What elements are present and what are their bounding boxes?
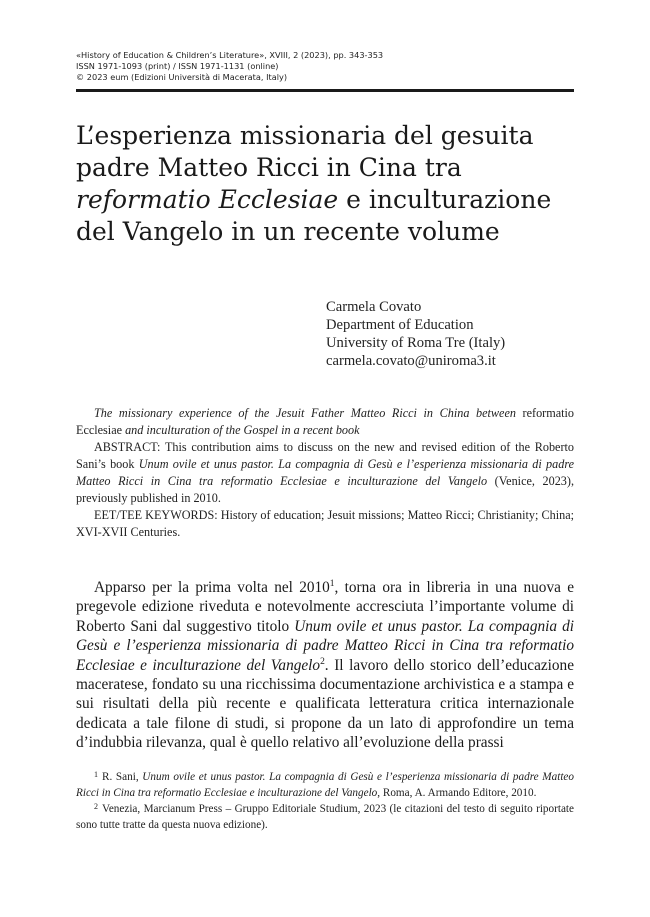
body-book-title: Unum ovile et unus pastor. La compagnia di Gesù e l’esperienza missionaria di padre Matteo Ricci in Cina tra reformatio Ecclesiae e inculturazione del Vangelo <box>76 617 574 674</box>
author-email[interactable]: carmela.covato@uniroma3.it <box>326 353 496 369</box>
body-text-c: . Il lavoro dello storico dell’educazione maceratese, fondato su una ricchissima documentazione archivistica e a stampa e sui risultati della più recente e qualificata letteratura critica internazionale dedicata a tale filone di studi, si propone da un lato di approfondire un tema d’indubbia rilevanza, qual è quello relativo all’evoluzione della prassi <box>76 656 574 752</box>
footnote-1 <box>76 769 574 801</box>
footnotes <box>76 769 574 833</box>
journal-citation: «History of Education & Children’s Literature», XVIII, 2 (2023), pp. 343-353 <box>76 50 384 60</box>
abstract-text <box>76 439 574 507</box>
author-department: Department of Education <box>326 317 474 333</box>
journal-header <box>76 50 576 83</box>
body-text <box>76 578 574 753</box>
keywords: EET/TEE KEYWORDS: History of education; Jesuit missions; Matteo Ricci; Christianity; China; XVI-XVII Centuries. <box>76 508 574 539</box>
issn-line: ISSN 1971-1093 (print) / ISSN 1971-1131 (online) <box>76 61 279 71</box>
abstract-book-title: Unum ovile et unus pastor. La compagnia di Gesù e l’esperienza missionaria di padre Matteo Ricci in Cina tra reformatio Ecclesiae e inculturazione del Vangelo <box>76 457 575 488</box>
abstract-text-start: ABSTRACT: This contribution aims to discuss on the new and revised edition of the Roberto Sani’s book <box>76 440 574 471</box>
body-text-a: Apparso per la prima volta nel 2010 <box>94 579 330 596</box>
header-rule <box>76 89 574 92</box>
copyright-line: © 2023 eum (Edizioni Università di Macerata, Italy) <box>76 72 288 82</box>
footnote-2 <box>76 801 574 833</box>
article-title <box>76 120 586 248</box>
author-university: University of Roma Tre (Italy) <box>326 335 506 351</box>
english-title-roman: reformatio Ecclesiae <box>76 406 574 437</box>
footnote-1-text-b: , Roma, A. Armando Editore, 2010. <box>377 787 537 799</box>
body-paragraph <box>76 578 574 753</box>
author-name: Carmela Covato <box>326 299 422 315</box>
footnote-ref-2[interactable]: 2 <box>320 656 325 667</box>
footnote-1-text-a: R. Sani, <box>102 771 143 783</box>
english-title <box>76 405 574 439</box>
title-italic: reformatio Ecclesiae <box>76 185 339 214</box>
author-block <box>326 298 586 370</box>
title-part-1: L’esperienza missionaria del gesuita padre Matteo Ricci in Cina tra <box>76 121 534 182</box>
footnote-mark-1: 1 <box>94 770 98 779</box>
footnote-1-title: Unum ovile et unus pastor. La compagnia di Gesù e l’esperienza missionaria di padre Matteo Ricci in Cina tra reformatio Ecclesiae e inculturazione del Vangelo <box>76 771 574 799</box>
english-title-italic-a: The missionary experience of the Jesuit Father Matteo Ricci in China between <box>94 406 516 420</box>
footnote-ref-1[interactable]: 1 <box>329 578 335 589</box>
abstract-block <box>76 405 574 541</box>
footnote-2-text: Venezia, Marcianum Press – Gruppo Editoriale Studium, 2023 (le citazioni del testo di seguito riportate sono tutte tratte da questa nuova edizione). <box>76 803 574 831</box>
title-part-2: e inculturazione del Vangelo in un recente volume <box>76 185 552 246</box>
abstract-text-end: (Venice, 2023), previously published in 2010. <box>76 474 574 505</box>
english-title-italic-b: and inculturation of the Gospel in a recent book <box>125 423 360 437</box>
body-text-b: , torna ora in libreria in una nuova e pregevole edizione riveduta e notevolmente accresciuta l’importante volume di Roberto Sani dal suggestivo titolo <box>76 579 574 635</box>
footnote-mark-2: 2 <box>94 802 98 811</box>
